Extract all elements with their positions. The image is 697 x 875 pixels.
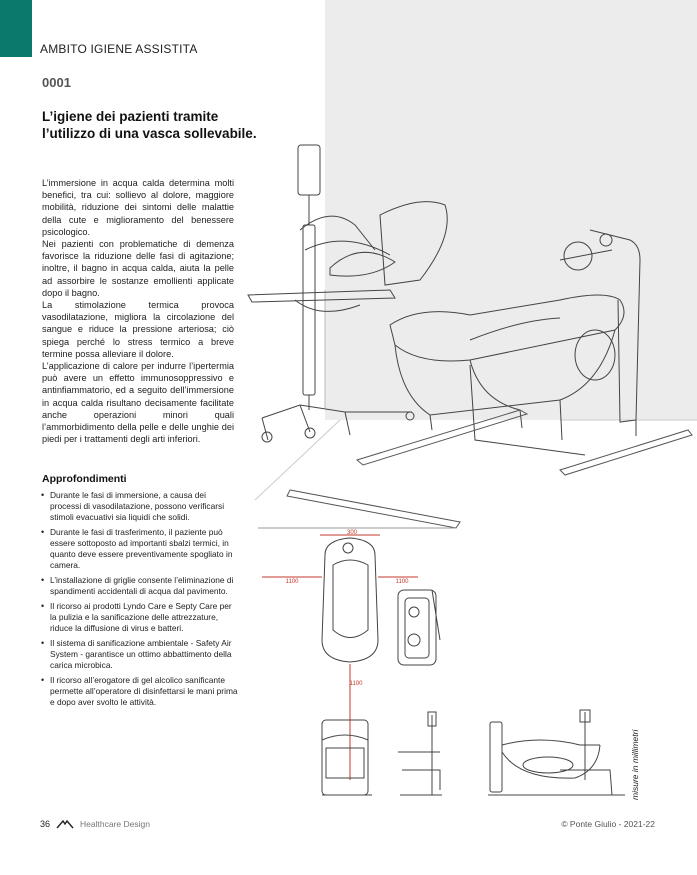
bathtub-drawing: [390, 230, 640, 455]
list-item: • Il sistema di sanificazione ambientale - Safety Air System - garantisce un ottimo abbattimento della carica microbica.: [40, 638, 238, 671]
section-color-tab: [0, 0, 32, 57]
copyright: © Ponte Giulio - 2021-22: [561, 819, 655, 829]
list-item: • L’installazione di griglie consente l’eliminazione di spandimenti accidentali di acqua dal pavimento.: [40, 575, 238, 597]
body-paragraph: Nei pazienti con problematiche di demenza favorisce la riduzione delle fasi di agitazione; inoltre, il bagno in acqua calda, aiuta la pelle ad assorbire le sostanze emollienti applicate dopo il bagno.: [42, 239, 234, 298]
body-paragraph: L’immersione in acqua calda determina molti benefici, tra cui: sollievo al dolore, maggiore mobilità, riduzione dei sintomi delle malattie della cute e miglioramento del benessere psicologico.: [42, 178, 234, 237]
patient-lift-drawing: [248, 145, 447, 442]
body-paragraph: La stimolazione termica provoca vasodilatazione, migliora la circolazione del sangue e riduce la pressione arteriosa; ciò spiega perché lo stress termico a breve termine possa alleviare il dolore.: [42, 300, 234, 359]
list-item: • Il ricorso all’erogatore di gel alcolico sanificante permette all’operatore di disinfettarsi le mani prima e dopo aver svolto le attività.: [40, 675, 238, 708]
measure-note-text: misure in millimetri: [630, 729, 640, 800]
page-headline: L’igiene dei pazienti tramite l’utilizzo di una vasca sollevabile.: [42, 109, 257, 141]
floor-grate-drawing: [287, 410, 692, 528]
sheet-code: 0001: [42, 75, 71, 90]
body-text: [42, 177, 234, 445]
measure-note: [630, 730, 644, 800]
approfondimenti-list: [40, 490, 238, 712]
list-item: • Durante le fasi di immersione, a causa dei processi di vasodilatazione, possono verificarsi stimoli evacuativi sia liquidi che solidi.: [40, 490, 238, 523]
side-elevation-drawing: [488, 710, 625, 795]
approfondimenti-title: Approfondimenti: [42, 473, 127, 485]
section-title: AMBITO IGIENE ASSISTITA: [40, 42, 198, 56]
dimension-label-right: 1100: [395, 579, 409, 585]
list-item: • Durante le fasi di trasferimento, il paziente può essere sottoposto ad importanti sbalzi termici, in quanto deve essere preventivamente spogliato in camera.: [40, 527, 238, 571]
brand-logo-icon: [56, 820, 74, 829]
brand-name: Healthcare Design: [80, 819, 150, 829]
dimension-label-top: 300: [346, 530, 358, 536]
bath-illustration: [240, 130, 697, 810]
plan-view-drawing: [258, 528, 455, 780]
dimension-label-left: 1100: [285, 579, 299, 585]
footer-left: [40, 819, 150, 829]
list-item: • Il ricorso ai prodotti Lyndo Care e Septy Care per la pulizia e la sanificazione delle attrezzature, riduce la diffusione di virus e batteri.: [40, 601, 238, 634]
body-paragraph: L’applicazione di calore per indurre l’ipertermia può avere un effetto immunosoppressivo e antinfiammatorio, ed a seguito dell’immersione in acqua calda risultano decisamente facilitate anche operazioni minori quali l’ammorbidimento della pelle e delle unghie dei piedi per i trattamenti degli arti inferiori.: [42, 361, 234, 445]
front-elevation-drawing: [322, 712, 442, 795]
dimension-label-bottom: 1100: [349, 681, 363, 687]
page-number: 36: [40, 819, 51, 829]
